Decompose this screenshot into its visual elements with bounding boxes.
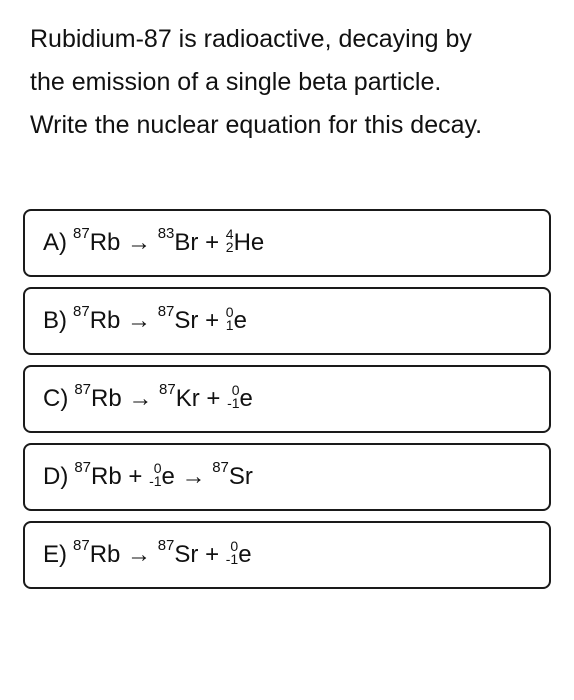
option-letter: C) bbox=[43, 385, 69, 412]
plus-sign: + bbox=[128, 463, 143, 490]
reaction-arrow: → bbox=[128, 385, 153, 412]
reaction-arrow: → bbox=[181, 463, 206, 490]
element-symbol: Br bbox=[174, 229, 199, 256]
nuclide-notation bbox=[227, 384, 239, 410]
element-symbol: He bbox=[233, 229, 265, 256]
option-d-button[interactable]: D) $^{87}$ Rb + 0 -1 e → $^{87}$ Sr bbox=[23, 443, 551, 511]
option-c-button[interactable]: C) $^{87}$ Rb → $^{87}$ Kr + 0 -1 e bbox=[23, 365, 551, 433]
element-symbol: e bbox=[239, 385, 253, 412]
mass-number: 0 bbox=[230, 538, 239, 554]
atomic-number: 2 bbox=[225, 239, 234, 255]
element-symbol: Kr bbox=[175, 385, 200, 412]
atomic-number: -1 bbox=[225, 551, 239, 567]
element-symbol: e bbox=[233, 307, 247, 334]
mass-number: 0 bbox=[225, 304, 234, 320]
option-letter: E) bbox=[43, 541, 67, 568]
plus-sign: + bbox=[205, 307, 220, 334]
atomic-number: -1 bbox=[227, 395, 240, 411]
reaction-arrow: → bbox=[127, 307, 152, 334]
element-symbol: e bbox=[238, 541, 252, 568]
nuclide-notation bbox=[226, 228, 234, 254]
element-symbol: Sr bbox=[174, 307, 199, 334]
mass-number: 4 bbox=[225, 226, 234, 242]
nuclide-notation bbox=[226, 306, 234, 332]
option-letter: D) bbox=[43, 463, 69, 490]
element-symbol: Rb bbox=[91, 385, 122, 412]
element-symbol: Sr bbox=[228, 463, 253, 490]
mass-number: 0 bbox=[231, 382, 240, 398]
question-text bbox=[30, 18, 550, 147]
question-line: Rubidium-87 is radioactive, decaying by bbox=[30, 25, 472, 53]
answer-options bbox=[23, 209, 551, 599]
reaction-arrow: → bbox=[127, 229, 152, 256]
option-letter: B) bbox=[43, 307, 67, 334]
option-letter: A) bbox=[43, 229, 67, 256]
option-e-button[interactable]: E) $^{87}$ Rb → $^{87}$ Sr + 0 -1 e bbox=[23, 521, 551, 589]
element-symbol: e bbox=[161, 463, 175, 490]
element-symbol: Rb bbox=[89, 541, 121, 568]
element-symbol: Rb bbox=[91, 463, 122, 490]
question-line: the emission of a single beta particle. bbox=[30, 68, 442, 96]
plus-sign: + bbox=[206, 385, 221, 412]
option-b-button[interactable]: B) $^{87}$ Rb → $^{87}$ Sr + 0 1 e bbox=[23, 287, 551, 355]
atomic-number: 1 bbox=[225, 317, 234, 333]
plus-sign: + bbox=[205, 229, 220, 256]
nuclide-notation bbox=[226, 540, 238, 566]
atomic-number: -1 bbox=[149, 473, 162, 489]
reaction-arrow: → bbox=[127, 541, 152, 568]
element-symbol: Rb bbox=[89, 307, 121, 334]
element-symbol: Sr bbox=[174, 541, 199, 568]
plus-sign: + bbox=[205, 541, 220, 568]
question-line: Write the nuclear equation for this decay. bbox=[30, 111, 483, 139]
mass-number: 0 bbox=[153, 460, 162, 476]
nuclide-notation bbox=[149, 462, 161, 488]
element-symbol: Rb bbox=[89, 229, 121, 256]
option-a-button[interactable]: A) $^{87}$ Rb → $^{83}$ Br + 4 2 He bbox=[23, 209, 551, 277]
